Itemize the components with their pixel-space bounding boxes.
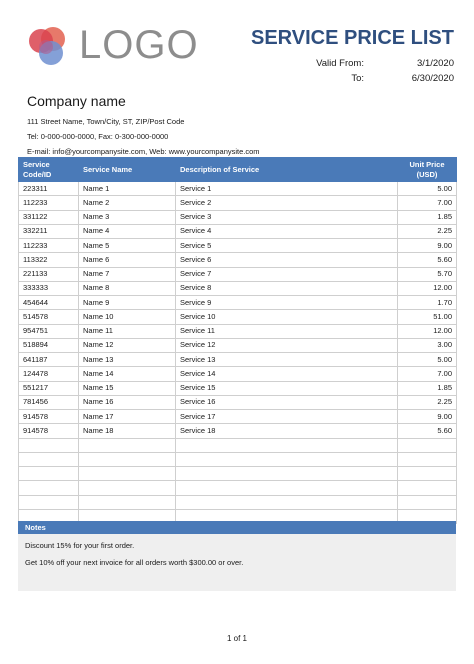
service-name-cell xyxy=(79,452,176,466)
unit-price-cell xyxy=(398,452,457,466)
service-code-cell xyxy=(19,467,79,481)
unit-price-cell xyxy=(398,467,457,481)
page-title: SERVICE PRICE LIST xyxy=(250,27,454,49)
service-name-cell xyxy=(79,495,176,509)
service-name-cell: Name 12 xyxy=(79,338,176,352)
service-code-cell: 221133 xyxy=(19,267,79,281)
table-body xyxy=(19,182,457,524)
service-code-cell: 914578 xyxy=(19,424,79,438)
service-code-cell xyxy=(19,481,79,495)
unit-price-cell: 1.70 xyxy=(398,296,457,310)
table-row xyxy=(19,467,457,481)
unit-price-cell xyxy=(398,438,457,452)
description-cell xyxy=(176,452,398,466)
company-logo xyxy=(24,25,204,69)
service-code-cell: 223311 xyxy=(19,182,79,196)
table-row xyxy=(19,210,457,224)
unit-price-cell: 5.60 xyxy=(398,424,457,438)
valid-from-label: Valid From: xyxy=(316,58,364,69)
service-name-cell: Name 18 xyxy=(79,424,176,438)
table-row xyxy=(19,310,457,324)
unit-price-cell: 12.00 xyxy=(398,324,457,338)
company-phone: Tel: 0-000-000-0000, Fax: 0-300-000-0000 xyxy=(27,132,169,141)
service-name-cell: Name 15 xyxy=(79,381,176,395)
unit-price-cell: 5.60 xyxy=(398,253,457,267)
service-code-cell: 514578 xyxy=(19,310,79,324)
header-description: Description of Service xyxy=(176,158,398,182)
description-cell: Service 10 xyxy=(176,310,398,324)
unit-price-cell: 12.00 xyxy=(398,281,457,295)
service-code-cell xyxy=(19,452,79,466)
table-row xyxy=(19,353,457,367)
price-table xyxy=(18,157,457,524)
logo-circles-icon xyxy=(24,25,72,69)
service-name-cell: Name 17 xyxy=(79,410,176,424)
unit-price-cell: 2.25 xyxy=(398,395,457,409)
description-cell: Service 4 xyxy=(176,224,398,238)
service-code-cell xyxy=(19,495,79,509)
table-row xyxy=(19,281,457,295)
description-cell: Service 13 xyxy=(176,353,398,367)
service-code-cell: 781456 xyxy=(19,395,79,409)
service-name-cell: Name 7 xyxy=(79,267,176,281)
service-code-cell: 454644 xyxy=(19,296,79,310)
unit-price-cell: 1.85 xyxy=(398,210,457,224)
service-name-cell: Name 10 xyxy=(79,310,176,324)
service-name-cell: Name 3 xyxy=(79,210,176,224)
unit-price-cell xyxy=(398,495,457,509)
description-cell: Service 12 xyxy=(176,338,398,352)
description-cell: Service 16 xyxy=(176,395,398,409)
notes-line: Get 10% off your next invoice for all orders worth $300.00 or over. xyxy=(25,558,244,567)
table-row xyxy=(19,452,457,466)
table-row xyxy=(19,253,457,267)
service-name-cell: Name 11 xyxy=(79,324,176,338)
table-row xyxy=(19,438,457,452)
description-cell: Service 18 xyxy=(176,424,398,438)
table-row xyxy=(19,338,457,352)
unit-price-cell: 51.00 xyxy=(398,310,457,324)
service-code-cell: 113322 xyxy=(19,253,79,267)
service-name-cell: Name 8 xyxy=(79,281,176,295)
description-cell: Service 7 xyxy=(176,267,398,281)
table-header-row xyxy=(19,158,457,182)
service-code-cell: 124478 xyxy=(19,367,79,381)
service-name-cell: Name 2 xyxy=(79,196,176,210)
table-row xyxy=(19,267,457,281)
service-code-cell: 954751 xyxy=(19,324,79,338)
valid-to-date: 6/30/2020 xyxy=(411,73,454,84)
service-name-cell xyxy=(79,438,176,452)
service-code-cell: 518894 xyxy=(19,338,79,352)
service-name-cell: Name 14 xyxy=(79,367,176,381)
notes-section xyxy=(18,521,456,591)
description-cell: Service 3 xyxy=(176,210,398,224)
unit-price-cell: 7.00 xyxy=(398,367,457,381)
header-service-code: Service Code/ID xyxy=(19,158,79,182)
description-cell: Service 1 xyxy=(176,182,398,196)
service-code-cell: 551217 xyxy=(19,381,79,395)
service-code-cell: 112233 xyxy=(19,239,79,253)
unit-price-cell: 2.25 xyxy=(398,224,457,238)
description-cell: Service 14 xyxy=(176,367,398,381)
header-service-name: Service Name xyxy=(79,158,176,182)
service-code-cell: 641187 xyxy=(19,353,79,367)
description-cell xyxy=(176,438,398,452)
description-cell xyxy=(176,495,398,509)
description-cell: Service 2 xyxy=(176,196,398,210)
service-name-cell: Name 5 xyxy=(79,239,176,253)
notes-line: Discount 15% for your first order. xyxy=(25,541,135,550)
unit-price-cell: 5.00 xyxy=(398,353,457,367)
service-code-cell: 112233 xyxy=(19,196,79,210)
description-cell: Service 5 xyxy=(176,239,398,253)
service-code-cell: 914578 xyxy=(19,410,79,424)
unit-price-cell: 7.00 xyxy=(398,196,457,210)
unit-price-cell: 9.00 xyxy=(398,410,457,424)
table-row xyxy=(19,395,457,409)
service-name-cell: Name 1 xyxy=(79,182,176,196)
service-name-cell: Name 16 xyxy=(79,395,176,409)
table-row xyxy=(19,381,457,395)
table-row xyxy=(19,224,457,238)
description-cell xyxy=(176,481,398,495)
service-name-cell xyxy=(79,467,176,481)
table-row xyxy=(19,196,457,210)
company-email: E-mail: info@yourcompanysite.com, Web: www.yourcompanysite.com xyxy=(27,147,260,156)
table-row xyxy=(19,495,457,509)
company-name: Company name xyxy=(27,93,126,109)
table-row xyxy=(19,481,457,495)
header-unit-price: Unit Price (USD) xyxy=(398,158,457,182)
unit-price-cell: 5.70 xyxy=(398,267,457,281)
unit-price-cell: 3.00 xyxy=(398,338,457,352)
table-row xyxy=(19,410,457,424)
logo-text: LOGO xyxy=(79,23,199,67)
description-cell: Service 17 xyxy=(176,410,398,424)
unit-price-cell: 5.00 xyxy=(398,182,457,196)
description-cell: Service 6 xyxy=(176,253,398,267)
table-row xyxy=(19,324,457,338)
service-name-cell: Name 13 xyxy=(79,353,176,367)
table-row xyxy=(19,182,457,196)
table-row xyxy=(19,367,457,381)
description-cell: Service 15 xyxy=(176,381,398,395)
unit-price-cell: 1.85 xyxy=(398,381,457,395)
valid-from-date: 3/1/2020 xyxy=(417,58,454,69)
service-name-cell: Name 4 xyxy=(79,224,176,238)
unit-price-cell xyxy=(398,481,457,495)
table-row xyxy=(19,424,457,438)
page-number: 1 of 1 xyxy=(226,634,247,643)
company-address: 111 Street Name, Town/City, ST, ZIP/Post Code xyxy=(27,117,185,126)
service-name-cell: Name 9 xyxy=(79,296,176,310)
description-cell: Service 8 xyxy=(176,281,398,295)
service-name-cell xyxy=(79,481,176,495)
description-cell xyxy=(176,467,398,481)
unit-price-cell: 9.00 xyxy=(398,239,457,253)
table-row xyxy=(19,239,457,253)
company-info xyxy=(27,92,260,159)
service-code-cell: 332211 xyxy=(19,224,79,238)
valid-to-label: To: xyxy=(351,73,364,84)
notes-body xyxy=(18,534,456,591)
validity-period xyxy=(304,56,454,86)
table-row xyxy=(19,296,457,310)
service-code-cell: 331122 xyxy=(19,210,79,224)
service-code-cell: 333333 xyxy=(19,281,79,295)
notes-title: Notes xyxy=(18,521,456,534)
service-code-cell xyxy=(19,438,79,452)
service-name-cell: Name 6 xyxy=(79,253,176,267)
description-cell: Service 9 xyxy=(176,296,398,310)
description-cell: Service 11 xyxy=(176,324,398,338)
